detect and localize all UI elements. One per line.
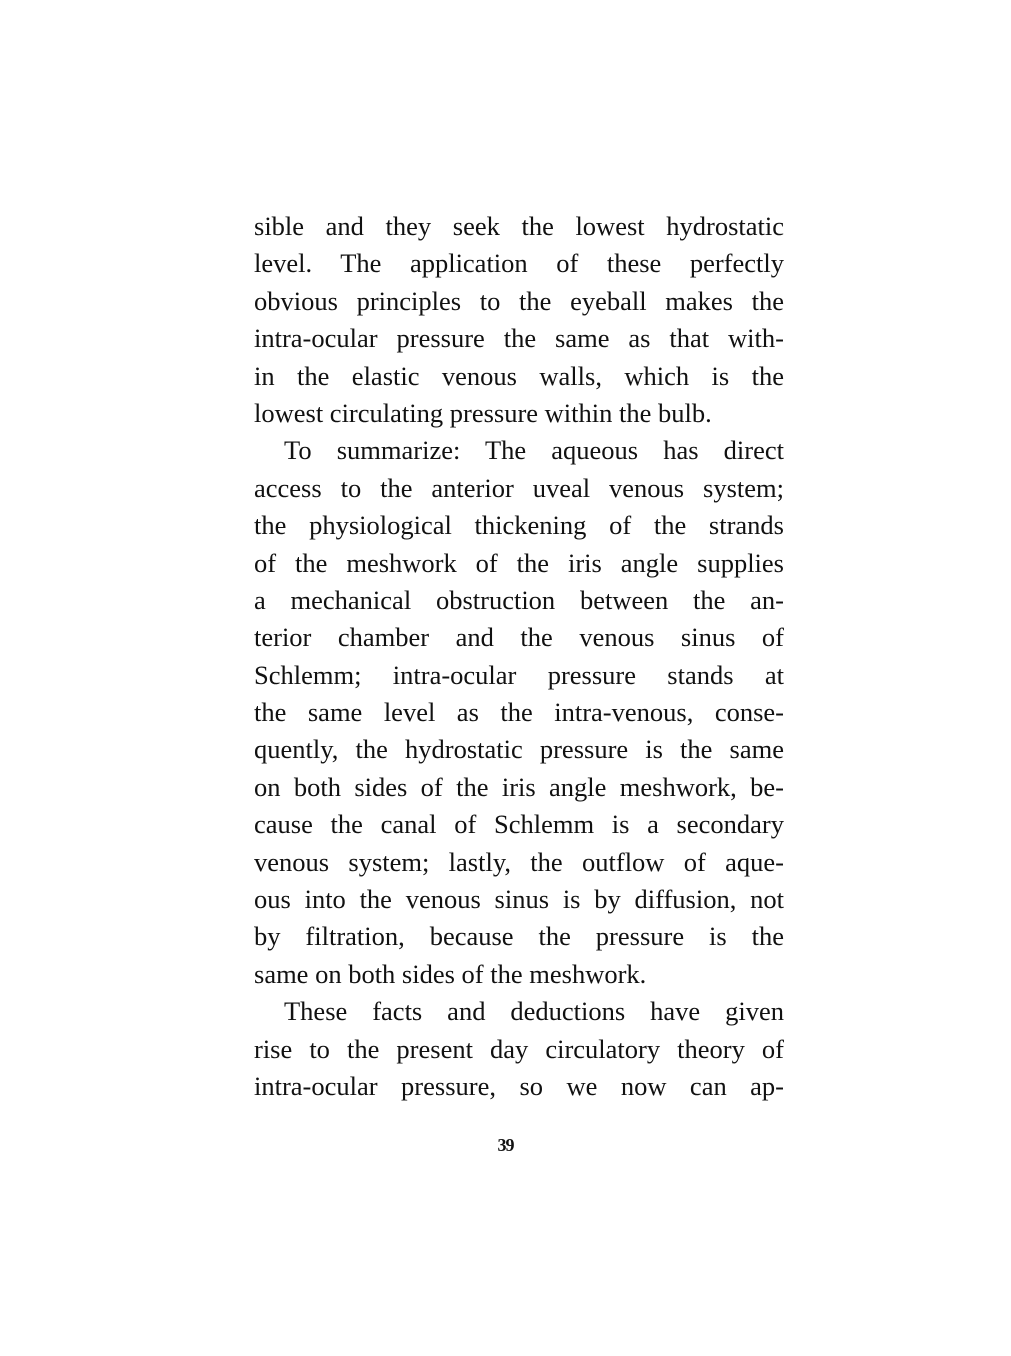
text-line: Schlemm; intra-ocular pressure stands at [254, 659, 784, 690]
text-line: a mechanical obstruction between the an- [254, 584, 784, 615]
text-line: To summarize: The aqueous has direct [284, 435, 784, 466]
text-line: quently, the hydrostatic pressure is the same [254, 734, 784, 765]
text-line: of the meshwork of the iris angle supplies [254, 547, 784, 578]
text-line: lowest circulating pressure within the bulb. [254, 397, 712, 428]
text-line: the physiological thickening of the strands [254, 510, 784, 541]
text-line: ous into the venous sinus is by diffusion, not [254, 884, 784, 915]
text-line: terior chamber and the venous sinus of [254, 622, 784, 653]
text-line: sible and they seek the lowest hydrostatic [254, 211, 784, 241]
page-number: 39 [497, 1135, 514, 1155]
text-line: the same level as the intra-venous, conse- [254, 697, 784, 728]
text-line: on both sides of the iris angle meshwork, be- [254, 771, 784, 802]
text-line: intra-ocular pressure the same as that with- [254, 323, 784, 354]
text-line: by filtration, because the pressure is the [254, 921, 784, 952]
text-line: venous system; lastly, the outflow of aque- [254, 846, 784, 877]
text-line: obvious principles to the eyeball makes the [254, 285, 784, 316]
text-line: access to the anterior uveal venous system; [254, 472, 784, 503]
text-line: cause the canal of Schlemm is a secondary [254, 809, 784, 840]
text-line: in the elastic venous walls, which is the [254, 360, 784, 391]
text-line: These facts and deductions have given [284, 996, 784, 1027]
text-line: level. The application of these perfectly [254, 248, 784, 279]
text-line: rise to the present day circulatory theory of [254, 1033, 784, 1064]
text-line: same on both sides of the meshwork. [254, 958, 647, 989]
body-text [254, 208, 784, 1105]
text-line: intra-ocular pressure, so we now can ap- [254, 1070, 784, 1101]
